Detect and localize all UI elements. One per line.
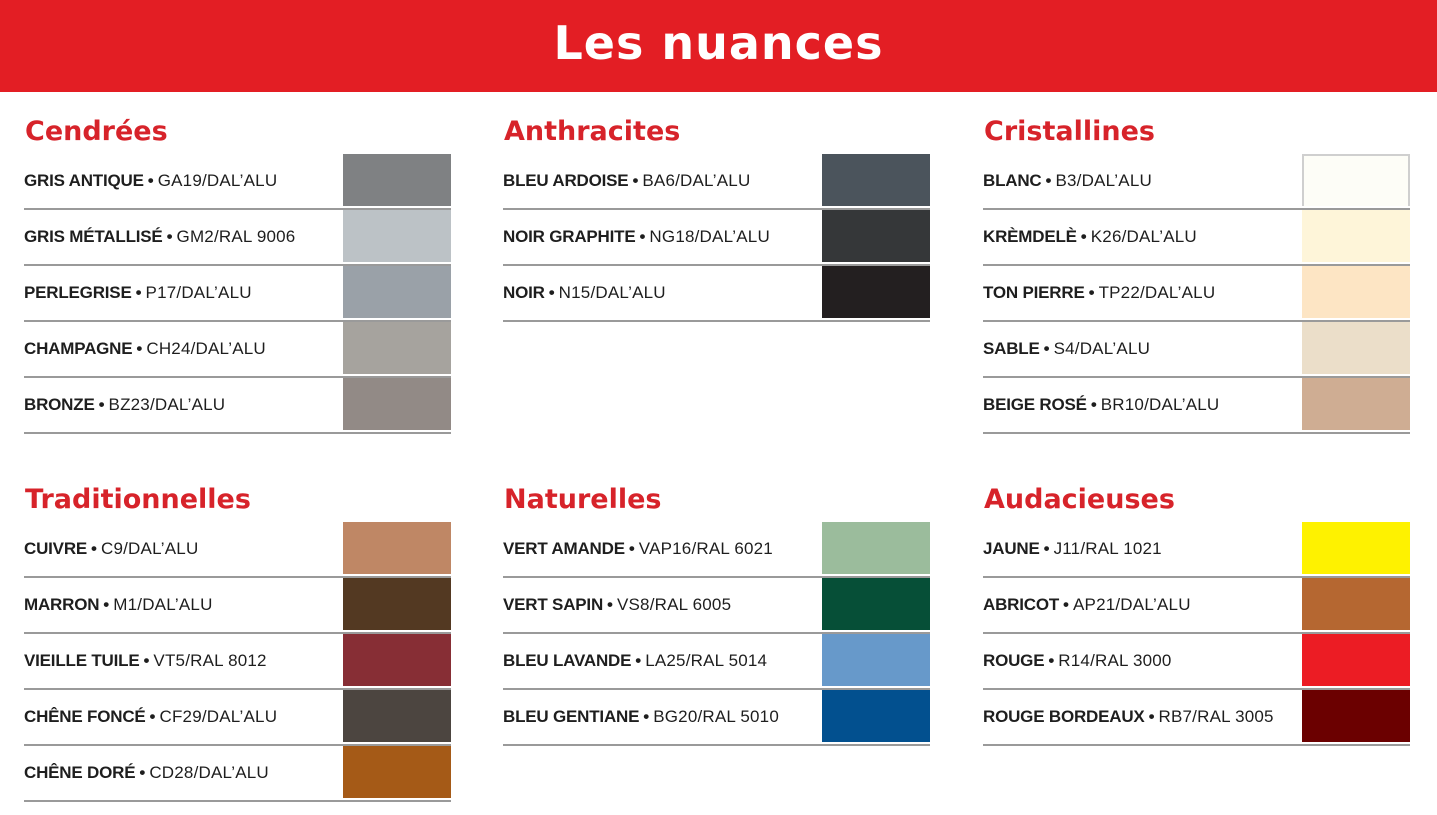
- color-label: [24, 634, 267, 688]
- color-name: VERT SAPIN: [503, 595, 604, 614]
- color-code: CH24/DAL’ALU: [146, 339, 266, 358]
- color-swatch: [343, 154, 451, 206]
- color-code: VS8/RAL 6005: [616, 595, 732, 614]
- bullet-dot-icon: •: [1080, 227, 1087, 246]
- color-swatch: [343, 266, 451, 318]
- color-label: [503, 634, 767, 688]
- color-swatch: [1302, 378, 1410, 430]
- color-label: [503, 154, 750, 208]
- color-name: BEIGE ROSÉ: [983, 395, 1087, 414]
- bullet-dot-icon: •: [607, 595, 613, 614]
- color-row: [983, 378, 1410, 434]
- color-code: CD28/DAL’ALU: [149, 763, 269, 782]
- row-divider: [24, 432, 451, 434]
- group-cendrees: [24, 116, 451, 434]
- color-name: ROUGE: [983, 651, 1045, 670]
- color-swatch: [822, 578, 930, 630]
- color-swatch: [1302, 690, 1410, 742]
- row-divider: [503, 320, 930, 322]
- color-row: [983, 210, 1410, 266]
- page-title: Les nuances: [553, 16, 884, 70]
- color-label: [983, 522, 1162, 576]
- color-swatch: [822, 522, 930, 574]
- color-name: BRONZE: [24, 395, 95, 414]
- color-label: [24, 522, 198, 576]
- color-name: BLEU GENTIANE: [503, 707, 640, 726]
- bullet-dot-icon: •: [1090, 395, 1097, 414]
- color-code: GM2/RAL 9006: [176, 227, 296, 246]
- group-anthracites: [503, 116, 930, 322]
- row-divider: [24, 800, 451, 802]
- color-code: BA6/DAL’ALU: [642, 171, 751, 190]
- color-swatch: [822, 210, 930, 262]
- color-swatch: [343, 210, 451, 262]
- color-row: [983, 522, 1410, 578]
- group-title: Anthracites: [504, 116, 681, 147]
- color-name: SABLE: [983, 339, 1040, 358]
- color-swatch: [1302, 578, 1410, 630]
- group-naturelles: [503, 484, 930, 746]
- color-swatch: [343, 746, 451, 798]
- color-name: CHAMPAGNE: [24, 339, 133, 358]
- color-code: BZ23/DAL’ALU: [108, 395, 226, 414]
- color-swatch: [1302, 634, 1410, 686]
- color-code: N15/DAL’ALU: [558, 283, 666, 302]
- color-label: [983, 690, 1274, 744]
- color-label: [983, 154, 1152, 208]
- color-row: [24, 266, 451, 322]
- color-label: [983, 266, 1215, 320]
- bullet-dot-icon: •: [139, 763, 146, 782]
- color-name: CUIVRE: [24, 539, 88, 558]
- color-row: [983, 578, 1410, 634]
- color-name: JAUNE: [983, 539, 1040, 558]
- color-name: VIEILLE TUILE: [24, 651, 140, 670]
- color-name: NOIR: [503, 283, 545, 302]
- color-name: ABRICOT: [983, 595, 1060, 614]
- color-name: BLANC: [983, 171, 1042, 190]
- color-label: [983, 210, 1197, 264]
- bullet-dot-icon: •: [632, 171, 639, 190]
- color-row: [503, 266, 930, 322]
- color-swatch: [343, 690, 451, 742]
- row-divider: [503, 744, 930, 746]
- bullet-dot-icon: •: [147, 171, 154, 190]
- bullet-dot-icon: •: [166, 227, 173, 246]
- color-code: J11/RAL 1021: [1053, 539, 1162, 558]
- color-name: PERLEGRISE: [24, 283, 132, 302]
- color-code: S4/DAL’ALU: [1053, 339, 1151, 358]
- color-code: NG18/DAL’ALU: [649, 227, 770, 246]
- color-swatch: [1302, 154, 1410, 206]
- color-row: [983, 634, 1410, 690]
- color-label: [24, 322, 266, 376]
- color-name: BLEU LAVANDE: [503, 651, 632, 670]
- color-row: [24, 522, 451, 578]
- color-swatch: [1302, 210, 1410, 262]
- color-swatch: [1302, 266, 1410, 318]
- color-name: GRIS MÉTALLISÉ: [24, 227, 163, 246]
- color-row: [983, 322, 1410, 378]
- color-code: GA19/DAL’ALU: [157, 171, 278, 190]
- bullet-dot-icon: •: [98, 395, 105, 414]
- color-name: BLEU ARDOISE: [503, 171, 629, 190]
- color-code: M1/DAL’ALU: [113, 595, 213, 614]
- color-swatch: [343, 522, 451, 574]
- color-code: K26/DAL’ALU: [1090, 227, 1197, 246]
- color-name: CHÊNE FONCÉ: [24, 707, 146, 726]
- bullet-dot-icon: •: [643, 707, 650, 726]
- color-label: [983, 578, 1191, 632]
- color-row: [503, 210, 930, 266]
- bullet-dot-icon: •: [103, 595, 110, 614]
- color-code: TP22/DAL’ALU: [1098, 283, 1216, 302]
- group-title: Naturelles: [504, 484, 662, 515]
- color-row: [24, 578, 451, 634]
- color-swatch: [822, 690, 930, 742]
- color-code: CF29/DAL’ALU: [159, 707, 278, 726]
- color-row: [24, 210, 451, 266]
- color-label: [503, 210, 770, 264]
- group-audacieuses: [983, 484, 1410, 746]
- color-row: [24, 322, 451, 378]
- color-label: [24, 378, 225, 432]
- bullet-dot-icon: •: [1063, 595, 1069, 614]
- color-label: [983, 634, 1172, 688]
- color-label: [503, 690, 779, 744]
- color-row: [983, 266, 1410, 322]
- color-name: GRIS ANTIQUE: [24, 171, 144, 190]
- color-label: [24, 746, 269, 800]
- bullet-dot-icon: •: [135, 283, 142, 302]
- color-swatch: [1302, 322, 1410, 374]
- color-swatch: [822, 154, 930, 206]
- color-swatch: [1302, 522, 1410, 574]
- row-divider: [983, 432, 1410, 434]
- color-row: [503, 578, 930, 634]
- color-row: [24, 634, 451, 690]
- color-label: [24, 266, 252, 320]
- color-code: B3/DAL’ALU: [1055, 171, 1152, 190]
- color-name: KRÈMDELÈ: [983, 227, 1077, 246]
- group-traditionnelles: [24, 484, 451, 802]
- color-row: [503, 634, 930, 690]
- color-label: [24, 690, 277, 744]
- color-row: [503, 690, 930, 746]
- color-label: [24, 578, 213, 632]
- color-code: VAP16/RAL 6021: [638, 539, 773, 558]
- bullet-dot-icon: •: [136, 339, 143, 358]
- color-row: [503, 522, 930, 578]
- color-label: [983, 322, 1150, 376]
- color-label: [24, 210, 295, 264]
- color-name: TON PIERRE: [983, 283, 1085, 302]
- color-swatch: [822, 634, 930, 686]
- color-swatch: [822, 266, 930, 318]
- color-code: P17/DAL’ALU: [145, 283, 252, 302]
- group-title: Cristallines: [984, 116, 1155, 147]
- bullet-dot-icon: •: [1148, 707, 1155, 726]
- color-code: C9/DAL’ALU: [101, 539, 199, 558]
- bullet-dot-icon: •: [1043, 539, 1050, 558]
- color-label: [503, 266, 666, 320]
- bullet-dot-icon: •: [628, 539, 635, 558]
- color-code: R14/RAL 3000: [1058, 651, 1172, 670]
- color-code: BR10/DAL’ALU: [1100, 395, 1220, 414]
- color-name: NOIR GRAPHITE: [503, 227, 636, 246]
- color-code: BG20/RAL 5010: [653, 707, 779, 726]
- row-divider: [983, 744, 1410, 746]
- color-swatch: [343, 322, 451, 374]
- bullet-dot-icon: •: [1043, 339, 1050, 358]
- color-row: [503, 154, 930, 210]
- bullet-dot-icon: •: [1048, 651, 1055, 670]
- color-row: [24, 154, 451, 210]
- color-name: VERT AMANDE: [503, 539, 625, 558]
- color-code: VT5/RAL 8012: [153, 651, 267, 670]
- color-name: MARRON: [24, 595, 100, 614]
- color-code: RB7/RAL 3005: [1158, 707, 1274, 726]
- color-row: [24, 746, 451, 802]
- header-banner: [0, 0, 1437, 92]
- color-row: [24, 378, 451, 434]
- color-swatch: [343, 378, 451, 430]
- color-label: [983, 378, 1219, 432]
- color-row: [983, 690, 1410, 746]
- bullet-dot-icon: •: [639, 227, 646, 246]
- color-name: ROUGE BORDEAUX: [983, 707, 1145, 726]
- color-row: [983, 154, 1410, 210]
- bullet-dot-icon: •: [548, 283, 555, 302]
- bullet-dot-icon: •: [149, 707, 156, 726]
- color-swatch: [343, 634, 451, 686]
- group-title: Audacieuses: [984, 484, 1175, 515]
- color-label: [24, 154, 277, 208]
- group-title: Cendrées: [25, 116, 168, 147]
- color-code: LA25/RAL 5014: [645, 651, 768, 670]
- bullet-dot-icon: •: [635, 651, 642, 670]
- group-title: Traditionnelles: [25, 484, 251, 515]
- bullet-dot-icon: •: [143, 651, 150, 670]
- bullet-dot-icon: •: [91, 539, 97, 558]
- color-row: [24, 690, 451, 746]
- color-label: [503, 578, 731, 632]
- group-cristallines: [983, 116, 1410, 434]
- color-code: AP21/DAL’ALU: [1073, 595, 1191, 614]
- bullet-dot-icon: •: [1045, 171, 1052, 190]
- bullet-dot-icon: •: [1088, 283, 1095, 302]
- color-swatch: [343, 578, 451, 630]
- color-label: [503, 522, 773, 576]
- color-name: CHÊNE DORÉ: [24, 763, 136, 782]
